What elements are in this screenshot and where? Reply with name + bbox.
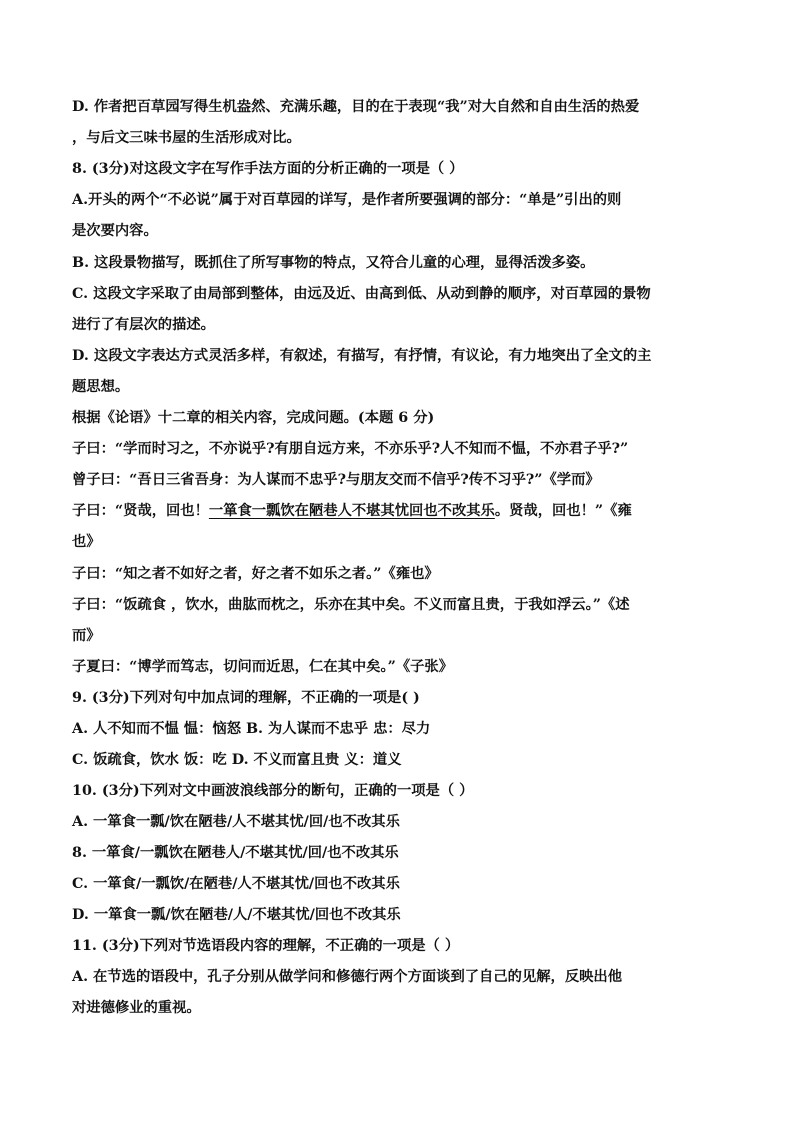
text-line: 是次要内容。 [72, 223, 158, 239]
options-ab: A. 人不知而不愠 愠：恼怒 B. 为人谋而不忠乎 忠：尽力 [72, 721, 431, 737]
option-b: 8. 一箪食/一瓢饮在陋巷人/不堪其忧/回/也不改其乐 [72, 845, 399, 861]
passage-text: 。贤哉，回也！”《雍 [494, 503, 632, 519]
underlined-passage: 一箪食一瓢饮在陋巷人不堪其忧回也不改其乐 [208, 503, 495, 519]
question-10-stem: 10. (3分)下列对文中画波浪线部分的断句，正确的一项是（ ） [72, 783, 474, 799]
text-line: 对进德修业的重视。 [72, 1000, 201, 1016]
section-intro: 根据《论语》十二章的相关内容，完成问题。(本题 6 分) [72, 410, 435, 426]
question-8-stem: 8. (3分)对这段文字在写作手法方面的分析正确的一项是（ ） [72, 161, 464, 177]
option-d: D. 一箪食一瓢/饮在陋巷/人/不堪其忧/回也不改其乐 [72, 907, 401, 923]
text-line: 题思想。 [72, 379, 130, 395]
passage-line: 子夏曰：“博学而笃志，切问而近思，仁在其中矣。”《子张》 [72, 659, 454, 675]
passage-line [72, 501, 632, 521]
passage-line: 子曰：“学而时习之，不亦说乎?有朋自远方来，不亦乐乎?人不知而不愠，不亦君子乎?” [72, 441, 629, 457]
passage-line: 子曰：“知之者不如好之者，好之者不如乐之者。”《雍也》 [72, 566, 439, 582]
text-line: 进行了有层次的描述。 [72, 317, 215, 333]
option-a: A.开头的两个“不必说”属于对百草园的详写，是作者所要强调的部分：“单是”引出的则 [72, 192, 622, 208]
option-b: B. 这段景物描写，既抓住了所写事物的特点，又符合儿童的心理，显得活泼多姿。 [72, 255, 595, 271]
text-line: ，与后文三味书屋的生活形成对比。 [72, 130, 301, 146]
text-line: D. 作者把百草园写得生机盎然、充满乐趣，目的在于表现“我”对大自然和自由生活的热爱 [72, 99, 640, 115]
option-c: C. 一箪食/一瓢饮/在陋巷/人不堪其忧/回也不改其乐 [72, 876, 400, 892]
options-cd: C. 饭疏食，饮水 饭：吃 D. 不义而富且贵 义：道义 [72, 752, 402, 768]
option-a: A. 一箪食一瓢/饮在陋巷/人不堪其忧/回/也不改其乐 [72, 814, 400, 830]
option-a: A. 在节选的语段中，孔子分别从做学问和修德行两个方面谈到了自己的见解，反映出他 [72, 969, 623, 985]
passage-line: 子曰：“饭疏食 ，饮水，曲肱而枕之，乐亦在其中矣。不义而富且贵，于我如浮云。”《述 [72, 597, 630, 613]
question-9-stem: 9. (3分)下列对句中加点词的理解，不正确的一项是( ) [72, 690, 420, 706]
passage-line: 而》 [72, 628, 101, 644]
option-c: C. 这段文字采取了由局部到整体，由远及近、由高到低、从动到静的顺序，对百草园的景物 [72, 286, 651, 302]
passage-text: 子曰：“贤哉，回也！ [72, 503, 209, 519]
option-d: D. 这段文字表达方式灵活多样，有叙述，有描写，有抒情，有议论，有力地突出了全文的主 [72, 348, 652, 364]
question-11-stem: 11. (3分)下列对节选语段内容的理解，不正确的一项是（ ） [72, 938, 460, 954]
passage-line: 也》 [72, 534, 101, 550]
passage-line: 曾子曰：“吾日三省吾身：为人谋而不忠乎?与朋友交而不信乎?传不习乎?”《学而》 [72, 472, 600, 488]
